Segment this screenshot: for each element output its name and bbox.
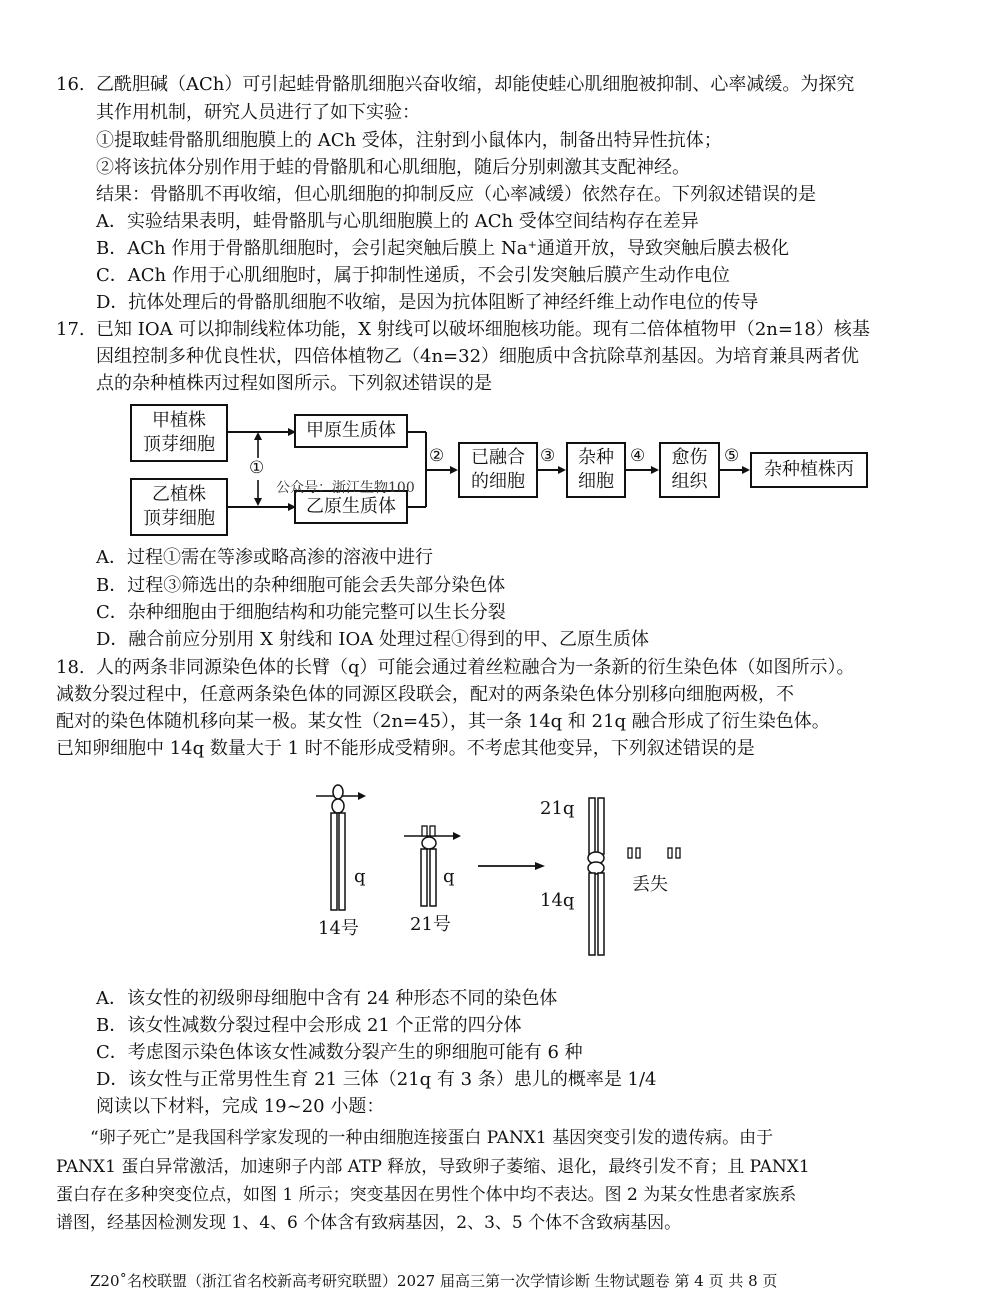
box-fused-cell	[458, 442, 538, 498]
box-label: 乙植株	[152, 484, 206, 505]
label-21q: 21q	[540, 798, 575, 819]
box-hybrid-plant	[750, 452, 868, 488]
option-a: A．过程①需在等渗或略高渗的溶液中进行	[96, 547, 433, 568]
passage-line: 蛋白存在多种突变位点，如图 1 所示；突变基因在男性个体中均不表达。图 2 为某女性患者家族系	[56, 1185, 797, 1205]
step-5-marker: ⑤	[724, 446, 740, 466]
watermark-text: 公众号：浙江生物100	[276, 480, 415, 496]
experiment-result: 结果：骨骼肌不再收缩，但心肌细胞的抑制反应（心率减缓）依然存在。下列叙述错误的是	[96, 184, 816, 205]
passage-line: “卵子死亡”是我国科学家发现的一种由细胞连接蛋白 PANX1 基因突变引发的遗传病。由于	[90, 1128, 774, 1148]
lost-fragments-icon	[628, 848, 680, 858]
option-c: C．ACh 作用于心肌细胞时，属于抑制性递质，不会引发突触后膜产生动作电位	[96, 265, 730, 286]
question-number: 17.	[56, 319, 85, 340]
step-2-marker: ②	[429, 446, 445, 466]
question-number: 18.	[56, 657, 85, 678]
chromosome-14-icon	[316, 785, 366, 910]
box-label: 乙原生质体	[306, 496, 396, 517]
question-stem: 减数分裂过程中，任意两条染色体的同源区段联会，配对的两条染色体分别移向细胞两极，不	[56, 684, 794, 705]
box-protoplast-jia	[294, 414, 408, 448]
reading-intro: 阅读以下材料，完成 19~20 小题：	[96, 1096, 385, 1117]
option-c: C．考虑图示染色体该女性减数分裂产生的卵细胞可能有 6 种	[96, 1042, 583, 1063]
arm-label-q-14: q	[354, 866, 366, 887]
label-chromosome-14: 14号	[318, 918, 359, 939]
option-d: D．抗体处理后的骨骼肌细胞不收缩，是因为抗体阻断了神经纤维上动作电位的传导	[96, 292, 759, 313]
option-b: B．过程③筛选出的杂种细胞可能会丢失部分染色体	[96, 575, 506, 596]
option-a: A．实验结果表明，蛙骨骼肌与心肌细胞膜上的 ACh 受体空间结构存在差异	[96, 211, 699, 232]
question-stem: 点的杂种植株丙过程如图所示。下列叙述错误的是	[96, 373, 492, 394]
step-1-marker: ①	[249, 458, 265, 478]
box-plant-jia-cells	[130, 404, 228, 462]
box-label: 已融合	[471, 447, 525, 468]
arm-label-q-21: q	[443, 866, 455, 887]
question-stem: 乙酰胆碱（ACh）可引起蛙骨骼肌细胞兴奋收缩，却能使蛙心肌细胞被抑制、心率减缓。为探究	[96, 74, 855, 95]
derived-chromosome-icon	[588, 798, 604, 955]
page-footer: Z20˚名校联盟（浙江省名校新高考研究联盟）2027 届高三第一次学情诊断 生物试题卷 第 4 页 共 8 页	[90, 1272, 778, 1290]
label-14q: 14q	[540, 890, 575, 911]
passage-line: 谱图，经基因检测发现 1、4、6 个体含有致病基因，2、3、5 个体不含致病基因。	[56, 1213, 682, 1233]
option-b: B．ACh 作用于骨骼肌细胞时，会引起突触后膜上 Na⁺通道开放，导致突触后膜去极化	[96, 238, 790, 259]
experiment-step: ②将该抗体分别作用于蛙的骨骼肌和心肌细胞，随后分别刺激其支配神经。	[96, 157, 690, 178]
option-b: B．该女性减数分裂过程中会形成 21 个正常的四分体	[96, 1015, 522, 1036]
option-c: C．杂种细胞由于细胞结构和功能完整可以生长分裂	[96, 602, 506, 623]
label-lost: 丢失	[632, 874, 668, 895]
passage-line: PANX1 蛋白异常激活，加速卵子内部 ATP 释放，导致卵子萎缩、退化，最终引发不育；且 PANX1	[56, 1157, 810, 1177]
question-stem: 配对的染色体随机移向某一极。某女性（2n=45），其一条 14q 和 21q 融合形成了衍生染色体。	[56, 711, 830, 732]
question-stem: 人的两条非同源染色体的长臂（q）可能会通过着丝粒融合为一条新的衍生染色体（如图所示）。	[96, 657, 855, 678]
experiment-step: ①提取蛙骨骼肌细胞膜上的 ACh 受体，注射到小鼠体内，制备出特异性抗体；	[96, 130, 722, 151]
box-plant-yi-cells	[130, 478, 228, 536]
question-number: 16.	[56, 74, 85, 95]
box-label: 甲植株	[152, 410, 206, 431]
question-stem: 已知 IOA 可以抑制线粒体功能，X 射线可以破坏细胞核功能。现有二倍体植物甲（2n=18）核基	[96, 319, 870, 340]
box-label: 杂种植株丙	[764, 459, 854, 480]
box-label: 细胞	[578, 471, 614, 492]
box-callus	[659, 442, 720, 498]
box-hybrid-cell	[566, 442, 626, 498]
box-label: 顶芽细胞	[143, 434, 215, 455]
option-a: A．该女性的初级卵母细胞中含有 24 种形态不同的染色体	[96, 988, 558, 1009]
label-chromosome-21: 21号	[410, 914, 451, 935]
step-3-marker: ③	[540, 446, 556, 466]
box-label: 组织	[671, 471, 708, 492]
box-label: 愈伤	[671, 447, 708, 468]
box-label: 杂种	[578, 447, 614, 468]
option-d: D．该女性与正常男性生育 21 三体（21q 有 3 条）患儿的概率是 1/4	[96, 1069, 657, 1090]
option-d: D．融合前应分别用 X 射线和 IOA 处理过程①得到的甲、乙原生质体	[96, 629, 649, 650]
question-stem: 其作用机制，研究人员进行了如下实验：	[96, 102, 420, 123]
question-stem: 因组控制多种优良性状，四倍体植物乙（4n=32）细胞质中含抗除草剂基因。为培育兼具两者优	[96, 346, 860, 367]
box-label: 的细胞	[471, 471, 525, 492]
question-stem: 已知卵细胞中 14q 数量大于 1 时不能形成受精卵。不考虑其他变异，下列叙述错误的是	[56, 738, 755, 759]
box-label: 顶芽细胞	[143, 508, 215, 529]
box-label: 甲原生质体	[306, 420, 396, 441]
step-4-marker: ④	[630, 446, 646, 466]
